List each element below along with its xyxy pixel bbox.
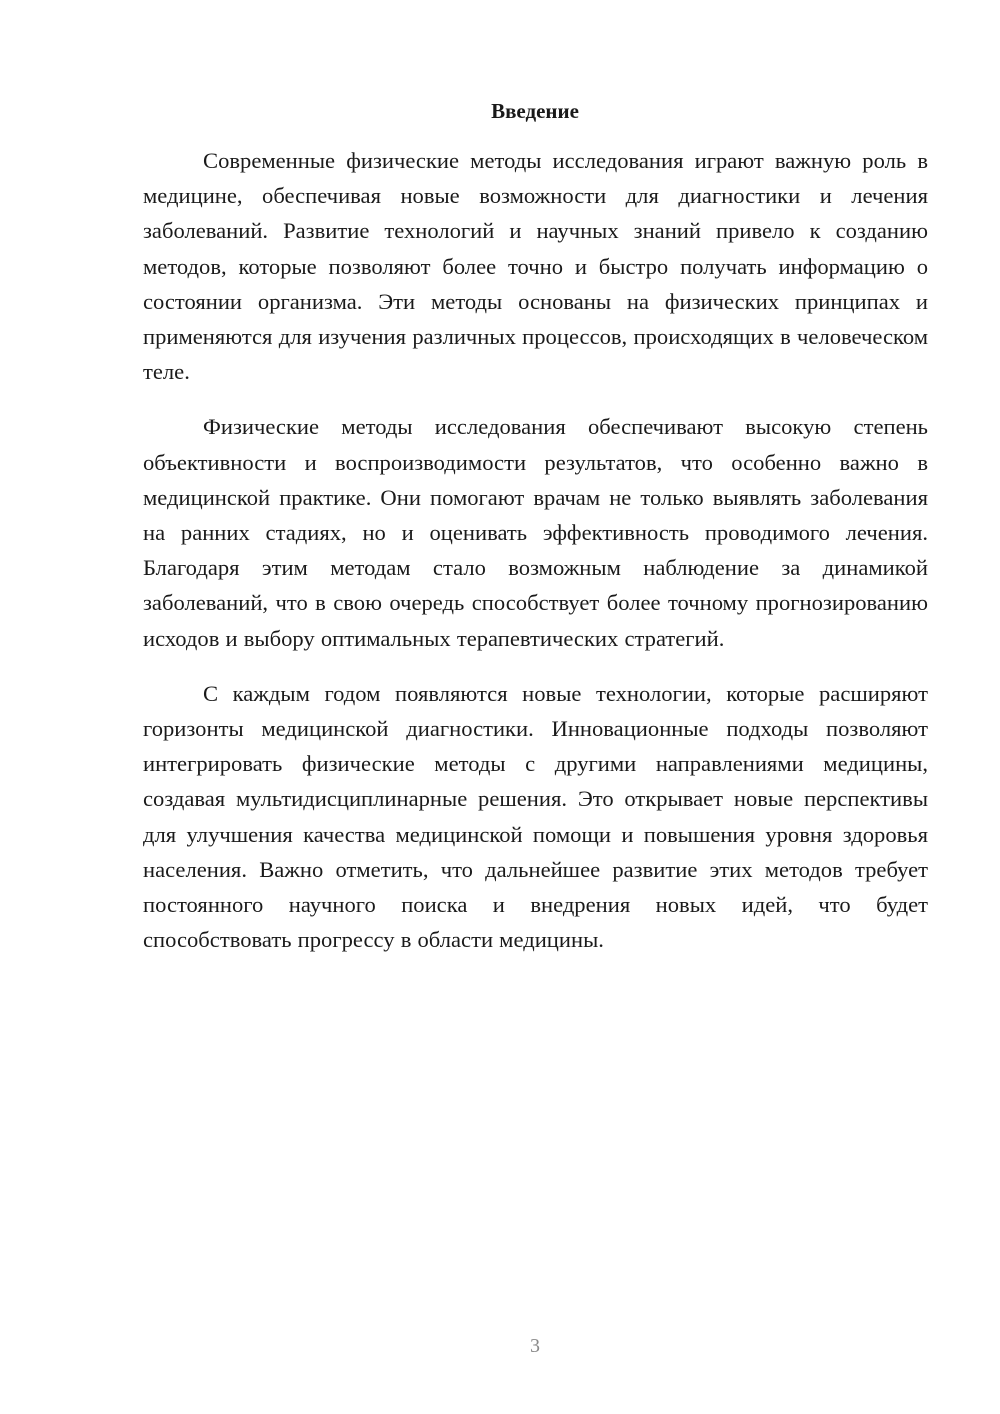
page-title: Введение <box>491 99 579 123</box>
paragraph: С каждым годом появляются новые технологии, которые расширяют горизонты медицинской диагностики. Инновационные подходы позволяют интегрировать физические методы с другими направлениями медицины, создавая мультидисциплинарные решения. Это открывает новые перспективы для улучшения качества медицинской помощи и повышения уровня здоровья населения. Важно отметить, что дальнейшее развитие этих методов требует постоянного научного поиска и внедрения новых идей, что будет способствовать прогрессу в области медицины. <box>143 680 928 953</box>
paragraph: Физические методы исследования обеспечивают высокую степень объективности и воспроизводимости результатов, что особенно важно в медицинской практике. Они помогают врачам не только выявлять заболевания на ранних стадиях, но и оценивать эффективность проводимого лечения. Благодаря этим методам стало возможным наблюдение за динамикой заболеваний, что в свою очередь способствует более точному прогнозированию исходов и выбору оптимальных терапевтических стратегий. <box>143 414 928 651</box>
document-body <box>143 143 928 977</box>
paragraph: Современные физические методы исследования играют важную роль в медицине, обеспечивая новые возможности для диагностики и лечения заболеваний. Развитие технологий и научных знаний привело к созданию методов, которые позволяют более точно и быстро получать информацию о состоянии организма. Эти методы основаны на физических принципах и применяются для изучения различных процессов, происходящих в человеческом теле. <box>143 148 928 385</box>
page-number: 3 <box>530 1335 540 1357</box>
